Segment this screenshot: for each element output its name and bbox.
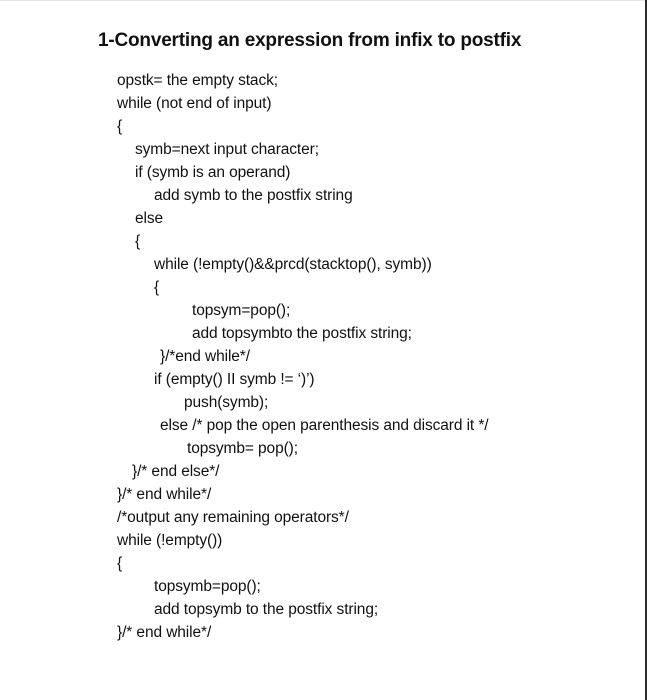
code-line-3: {: [117, 118, 123, 135]
code-line-2: while (not end of input): [117, 95, 272, 112]
code-line-25: }/* end while*/: [117, 624, 212, 641]
code-line-24: add topsymb to the postfix string;: [154, 601, 379, 618]
code-line-17: topsymb= pop();: [187, 440, 298, 457]
code-line-20: /*output any remaining operators*/: [117, 509, 349, 526]
code-line-8: {: [135, 233, 141, 250]
code-line-15: push(symb);: [184, 394, 269, 411]
code-line-1: opstk= the empty stack;: [117, 72, 278, 89]
code-line-5: if (symb is an operand): [135, 164, 291, 181]
code-line-7: else: [135, 210, 164, 227]
code-line-22: {: [117, 555, 123, 572]
code-line-21: while (!empty()): [117, 532, 223, 549]
code-line-12: add topsymbto the postfix string;: [192, 325, 412, 342]
code-line-10: {: [154, 279, 160, 296]
code-line-16: else /* pop the open parenthesis and discard it */: [160, 417, 489, 434]
code-line-23: topsymb=pop();: [154, 578, 261, 595]
code-line-9: while (!empty()&&prcd(stacktop(), symb)): [154, 256, 432, 273]
code-line-4: symb=next input character;: [135, 141, 319, 158]
code-line-6: add symb to the postfix string: [154, 187, 353, 204]
top-border: [0, 0, 647, 1]
code-line-14: if (empty() II symb != ‘)’): [154, 371, 315, 388]
code-line-11: topsym=pop();: [192, 302, 291, 319]
section-heading: 1-Converting an expression from infix to postfix: [98, 30, 522, 51]
code-line-13: }/*end while*/: [160, 348, 250, 365]
code-line-19: }/* end while*/: [117, 486, 212, 503]
code-line-18: }/* end else*/: [132, 463, 220, 480]
